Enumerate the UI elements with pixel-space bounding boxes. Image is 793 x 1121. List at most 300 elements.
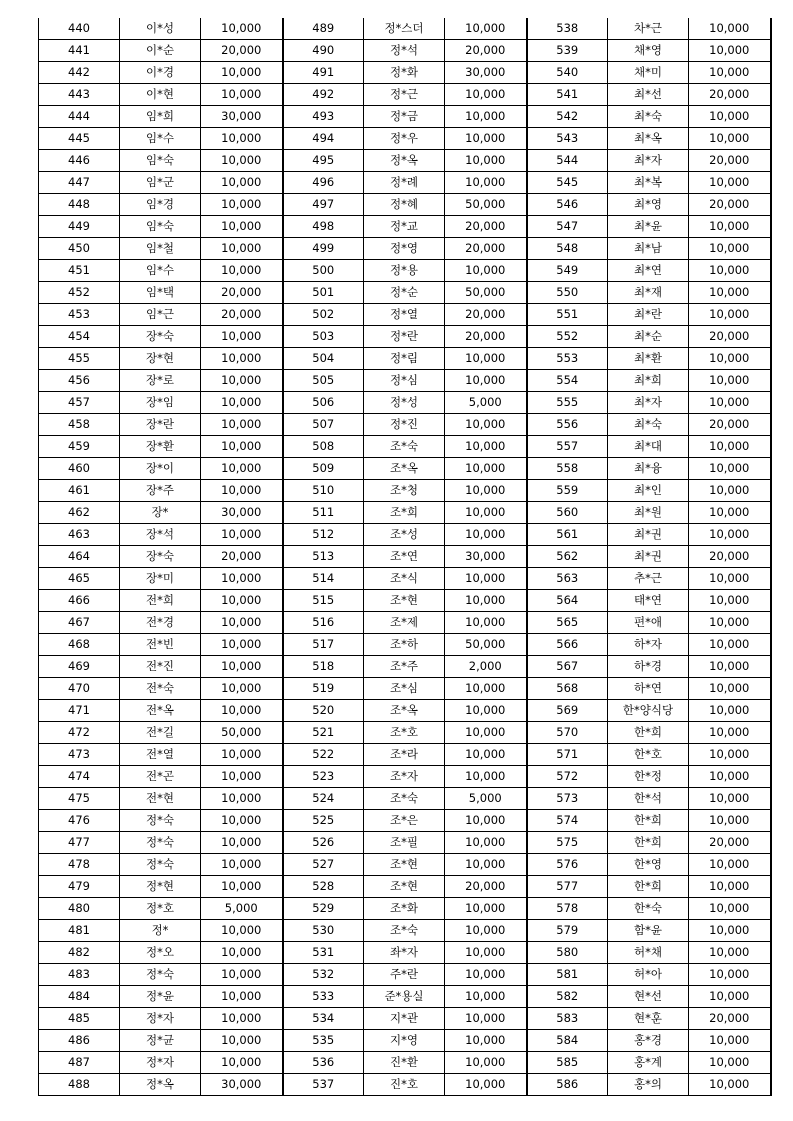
donor-name: 최*연 bbox=[608, 260, 689, 282]
donor-name: 채*영 bbox=[608, 40, 689, 62]
table-row bbox=[39, 810, 771, 832]
donor-name: 장*환 bbox=[120, 436, 201, 458]
donor-name: 조*화 bbox=[364, 898, 445, 920]
table-row bbox=[39, 436, 771, 458]
donor-number: 521 bbox=[283, 722, 364, 744]
table-row bbox=[39, 62, 771, 84]
donor-number: 534 bbox=[283, 1008, 364, 1030]
donor-name: 임*수 bbox=[120, 128, 201, 150]
donation-amount: 50,000 bbox=[201, 722, 283, 744]
donor-number: 545 bbox=[527, 172, 608, 194]
donation-amount: 10,000 bbox=[445, 1008, 527, 1030]
donor-name: 정*오 bbox=[120, 942, 201, 964]
donation-amount: 10,000 bbox=[201, 612, 283, 634]
donation-amount: 10,000 bbox=[201, 436, 283, 458]
donation-amount: 10,000 bbox=[201, 1030, 283, 1052]
donor-number: 564 bbox=[527, 590, 608, 612]
donation-amount: 50,000 bbox=[445, 282, 527, 304]
donation-amount: 10,000 bbox=[445, 810, 527, 832]
donor-name: 정*순 bbox=[364, 282, 445, 304]
table-row bbox=[39, 986, 771, 1008]
table-row bbox=[39, 1052, 771, 1074]
donor-number: 456 bbox=[39, 370, 120, 392]
donation-amount: 20,000 bbox=[201, 304, 283, 326]
donor-name: 전*현 bbox=[120, 788, 201, 810]
donation-amount: 10,000 bbox=[689, 436, 771, 458]
donor-name: 장*숙 bbox=[120, 546, 201, 568]
donor-name: 최*융 bbox=[608, 458, 689, 480]
donation-amount: 10,000 bbox=[689, 238, 771, 260]
donation-amount: 10,000 bbox=[689, 1030, 771, 1052]
donation-amount: 10,000 bbox=[201, 788, 283, 810]
donor-number: 569 bbox=[527, 700, 608, 722]
donor-name: 최*원 bbox=[608, 502, 689, 524]
donation-amount: 20,000 bbox=[689, 326, 771, 348]
donor-name: 정*윤 bbox=[120, 986, 201, 1008]
table-row bbox=[39, 458, 771, 480]
donor-number: 487 bbox=[39, 1052, 120, 1074]
donation-amount: 20,000 bbox=[689, 194, 771, 216]
donor-name: 조*하 bbox=[364, 634, 445, 656]
donor-number: 491 bbox=[283, 62, 364, 84]
donation-amount: 10,000 bbox=[689, 260, 771, 282]
donation-amount: 10,000 bbox=[689, 722, 771, 744]
table-row bbox=[39, 128, 771, 150]
donor-number: 497 bbox=[283, 194, 364, 216]
donor-number: 504 bbox=[283, 348, 364, 370]
donation-amount: 10,000 bbox=[201, 832, 283, 854]
donor-name: 조*라 bbox=[364, 744, 445, 766]
donation-amount: 10,000 bbox=[445, 744, 527, 766]
donor-name: 정*숙 bbox=[120, 964, 201, 986]
donor-number: 472 bbox=[39, 722, 120, 744]
donor-number: 505 bbox=[283, 370, 364, 392]
donor-number: 529 bbox=[283, 898, 364, 920]
donation-amount: 10,000 bbox=[445, 436, 527, 458]
donation-amount: 20,000 bbox=[689, 832, 771, 854]
donation-amount: 10,000 bbox=[201, 1052, 283, 1074]
donor-name: 임*군 bbox=[120, 172, 201, 194]
donor-number: 498 bbox=[283, 216, 364, 238]
donor-name: 이*순 bbox=[120, 40, 201, 62]
table-row bbox=[39, 832, 771, 854]
donor-number: 446 bbox=[39, 150, 120, 172]
donor-name: 최*란 bbox=[608, 304, 689, 326]
donor-number: 458 bbox=[39, 414, 120, 436]
donor-name: 정*심 bbox=[364, 370, 445, 392]
donation-amount: 5,000 bbox=[445, 392, 527, 414]
donor-name: 최*숙 bbox=[608, 414, 689, 436]
donation-amount: 10,000 bbox=[689, 634, 771, 656]
table-row bbox=[39, 106, 771, 128]
table-row bbox=[39, 634, 771, 656]
donor-name: 정*영 bbox=[364, 238, 445, 260]
donation-amount: 10,000 bbox=[689, 1052, 771, 1074]
donor-number: 516 bbox=[283, 612, 364, 634]
donation-amount: 10,000 bbox=[201, 238, 283, 260]
donor-name: 최*환 bbox=[608, 348, 689, 370]
donor-name: 최*남 bbox=[608, 238, 689, 260]
donor-name: 추*근 bbox=[608, 568, 689, 590]
donation-amount: 10,000 bbox=[201, 876, 283, 898]
donation-amount: 10,000 bbox=[201, 744, 283, 766]
donor-name: 현*훈 bbox=[608, 1008, 689, 1030]
donor-number: 503 bbox=[283, 326, 364, 348]
table-row bbox=[39, 744, 771, 766]
donation-amount: 10,000 bbox=[689, 502, 771, 524]
table-row bbox=[39, 84, 771, 106]
donation-amount: 10,000 bbox=[445, 414, 527, 436]
donor-number: 552 bbox=[527, 326, 608, 348]
donor-name: 한*희 bbox=[608, 722, 689, 744]
donation-amount: 10,000 bbox=[201, 568, 283, 590]
donor-number: 518 bbox=[283, 656, 364, 678]
donation-amount: 10,000 bbox=[201, 348, 283, 370]
donor-number: 573 bbox=[527, 788, 608, 810]
donation-amount: 50,000 bbox=[445, 634, 527, 656]
donation-amount: 10,000 bbox=[445, 370, 527, 392]
donor-name: 조*주 bbox=[364, 656, 445, 678]
donor-number: 443 bbox=[39, 84, 120, 106]
table-row bbox=[39, 898, 771, 920]
table-row bbox=[39, 766, 771, 788]
donation-amount: 20,000 bbox=[689, 414, 771, 436]
donation-amount: 20,000 bbox=[445, 40, 527, 62]
donation-amount: 10,000 bbox=[445, 700, 527, 722]
donor-number: 440 bbox=[39, 18, 120, 40]
table-row bbox=[39, 172, 771, 194]
donor-number: 484 bbox=[39, 986, 120, 1008]
donation-amount: 10,000 bbox=[201, 194, 283, 216]
donor-name: 최*선 bbox=[608, 84, 689, 106]
donor-number: 566 bbox=[527, 634, 608, 656]
table-row bbox=[39, 326, 771, 348]
donor-number: 543 bbox=[527, 128, 608, 150]
donation-amount: 10,000 bbox=[445, 1052, 527, 1074]
donor-number: 570 bbox=[527, 722, 608, 744]
donation-amount: 10,000 bbox=[689, 986, 771, 1008]
donor-number: 482 bbox=[39, 942, 120, 964]
donation-amount: 10,000 bbox=[689, 920, 771, 942]
donor-number: 549 bbox=[527, 260, 608, 282]
donation-amount: 10,000 bbox=[201, 942, 283, 964]
donation-amount: 20,000 bbox=[445, 876, 527, 898]
donation-amount: 10,000 bbox=[689, 128, 771, 150]
donor-name: 허*채 bbox=[608, 942, 689, 964]
donor-number: 445 bbox=[39, 128, 120, 150]
donor-number: 522 bbox=[283, 744, 364, 766]
donor-number: 583 bbox=[527, 1008, 608, 1030]
donor-name: 장*임 bbox=[120, 392, 201, 414]
donor-name: 최*권 bbox=[608, 546, 689, 568]
donation-amount: 10,000 bbox=[689, 590, 771, 612]
donor-name: 정*금 bbox=[364, 106, 445, 128]
donation-amount: 10,000 bbox=[201, 480, 283, 502]
donor-name: 정*혜 bbox=[364, 194, 445, 216]
donor-number: 490 bbox=[283, 40, 364, 62]
donor-number: 582 bbox=[527, 986, 608, 1008]
donor-number: 525 bbox=[283, 810, 364, 832]
donation-amount: 30,000 bbox=[445, 546, 527, 568]
donor-name: 한*호 bbox=[608, 744, 689, 766]
donor-number: 478 bbox=[39, 854, 120, 876]
donor-name: 최*숙 bbox=[608, 106, 689, 128]
donation-amount: 30,000 bbox=[445, 62, 527, 84]
donor-name: 정*숙 bbox=[120, 832, 201, 854]
donor-number: 441 bbox=[39, 40, 120, 62]
donation-amount: 10,000 bbox=[689, 304, 771, 326]
donation-amount: 10,000 bbox=[689, 766, 771, 788]
donor-name: 최*대 bbox=[608, 436, 689, 458]
donor-number: 496 bbox=[283, 172, 364, 194]
table-row bbox=[39, 260, 771, 282]
donor-number: 489 bbox=[283, 18, 364, 40]
donor-number: 512 bbox=[283, 524, 364, 546]
table-row bbox=[39, 304, 771, 326]
donor-name: 임*경 bbox=[120, 194, 201, 216]
donor-number: 452 bbox=[39, 282, 120, 304]
donation-amount: 10,000 bbox=[689, 40, 771, 62]
donor-number: 555 bbox=[527, 392, 608, 414]
donor-number: 447 bbox=[39, 172, 120, 194]
table-row bbox=[39, 876, 771, 898]
donor-number: 540 bbox=[527, 62, 608, 84]
donor-number: 571 bbox=[527, 744, 608, 766]
donor-number: 563 bbox=[527, 568, 608, 590]
donor-name: 최*옥 bbox=[608, 128, 689, 150]
donor-number: 463 bbox=[39, 524, 120, 546]
donor-number: 455 bbox=[39, 348, 120, 370]
donor-name: 차*근 bbox=[608, 18, 689, 40]
donation-amount: 50,000 bbox=[445, 194, 527, 216]
donor-name: 조*희 bbox=[364, 502, 445, 524]
donor-number: 523 bbox=[283, 766, 364, 788]
donation-amount: 20,000 bbox=[445, 304, 527, 326]
donor-name: 지*영 bbox=[364, 1030, 445, 1052]
donor-name: 조*숙 bbox=[364, 920, 445, 942]
donor-number: 474 bbox=[39, 766, 120, 788]
donor-number: 584 bbox=[527, 1030, 608, 1052]
donor-name: 장*란 bbox=[120, 414, 201, 436]
donor-name: 홍*의 bbox=[608, 1074, 689, 1096]
donor-number: 471 bbox=[39, 700, 120, 722]
donation-amount: 10,000 bbox=[201, 414, 283, 436]
donation-amount: 10,000 bbox=[201, 150, 283, 172]
donation-amount: 10,000 bbox=[201, 18, 283, 40]
donation-amount: 10,000 bbox=[445, 722, 527, 744]
donation-amount: 10,000 bbox=[201, 986, 283, 1008]
donor-number: 580 bbox=[527, 942, 608, 964]
donor-name: 편*애 bbox=[608, 612, 689, 634]
donor-number: 480 bbox=[39, 898, 120, 920]
donor-name: 홍*경 bbox=[608, 1030, 689, 1052]
donor-name: 정*성 bbox=[364, 392, 445, 414]
donor-number: 459 bbox=[39, 436, 120, 458]
donor-name: 조*호 bbox=[364, 722, 445, 744]
donor-number: 479 bbox=[39, 876, 120, 898]
donation-amount: 10,000 bbox=[445, 920, 527, 942]
donor-number: 453 bbox=[39, 304, 120, 326]
donor-number: 448 bbox=[39, 194, 120, 216]
donor-name: 전*빈 bbox=[120, 634, 201, 656]
donor-number: 494 bbox=[283, 128, 364, 150]
donor-name: 조*필 bbox=[364, 832, 445, 854]
donor-number: 468 bbox=[39, 634, 120, 656]
donation-amount: 10,000 bbox=[689, 810, 771, 832]
donor-name: 조*옥 bbox=[364, 458, 445, 480]
donation-amount: 10,000 bbox=[689, 1074, 771, 1096]
donor-name: 최*윤 bbox=[608, 216, 689, 238]
donor-table bbox=[38, 18, 772, 1096]
donor-name: 허*아 bbox=[608, 964, 689, 986]
donation-amount: 10,000 bbox=[201, 128, 283, 150]
donor-name: 한*영 bbox=[608, 854, 689, 876]
donor-name: 장*이 bbox=[120, 458, 201, 480]
donor-number: 499 bbox=[283, 238, 364, 260]
donation-amount: 10,000 bbox=[689, 744, 771, 766]
donor-number: 553 bbox=[527, 348, 608, 370]
table-row bbox=[39, 524, 771, 546]
donor-name: 조*현 bbox=[364, 854, 445, 876]
donation-amount: 10,000 bbox=[689, 700, 771, 722]
donation-amount: 10,000 bbox=[445, 568, 527, 590]
donation-amount: 10,000 bbox=[201, 700, 283, 722]
donor-number: 544 bbox=[527, 150, 608, 172]
donor-number: 556 bbox=[527, 414, 608, 436]
donor-name: 조*은 bbox=[364, 810, 445, 832]
donation-amount: 10,000 bbox=[689, 788, 771, 810]
donor-number: 508 bbox=[283, 436, 364, 458]
donor-number: 513 bbox=[283, 546, 364, 568]
donor-name: 정*용 bbox=[364, 260, 445, 282]
donation-amount: 10,000 bbox=[689, 392, 771, 414]
donation-amount: 20,000 bbox=[201, 546, 283, 568]
donor-name: 조*제 bbox=[364, 612, 445, 634]
donor-number: 537 bbox=[283, 1074, 364, 1096]
donor-number: 465 bbox=[39, 568, 120, 590]
donor-name: 이*현 bbox=[120, 84, 201, 106]
donor-number: 574 bbox=[527, 810, 608, 832]
donor-number: 449 bbox=[39, 216, 120, 238]
donor-number: 550 bbox=[527, 282, 608, 304]
donation-amount: 10,000 bbox=[201, 678, 283, 700]
donation-amount: 10,000 bbox=[445, 898, 527, 920]
donor-number: 527 bbox=[283, 854, 364, 876]
table-row bbox=[39, 18, 771, 40]
donor-name: 전*숙 bbox=[120, 678, 201, 700]
donor-name: 정*스더 bbox=[364, 18, 445, 40]
donor-name: 조*청 bbox=[364, 480, 445, 502]
donation-amount: 10,000 bbox=[689, 18, 771, 40]
donation-amount: 10,000 bbox=[201, 810, 283, 832]
donor-number: 535 bbox=[283, 1030, 364, 1052]
table-row bbox=[39, 348, 771, 370]
donor-list-sheet bbox=[38, 18, 771, 1096]
donor-name: 정*열 bbox=[364, 304, 445, 326]
donor-number: 539 bbox=[527, 40, 608, 62]
donor-number: 517 bbox=[283, 634, 364, 656]
donor-number: 565 bbox=[527, 612, 608, 634]
donation-amount: 10,000 bbox=[445, 766, 527, 788]
donor-number: 457 bbox=[39, 392, 120, 414]
donor-name: 하*연 bbox=[608, 678, 689, 700]
donor-number: 530 bbox=[283, 920, 364, 942]
donation-amount: 10,000 bbox=[201, 458, 283, 480]
donor-name: 최*자 bbox=[608, 150, 689, 172]
donor-number: 442 bbox=[39, 62, 120, 84]
donor-number: 572 bbox=[527, 766, 608, 788]
donor-number: 451 bbox=[39, 260, 120, 282]
donation-amount: 10,000 bbox=[689, 480, 771, 502]
donor-number: 577 bbox=[527, 876, 608, 898]
donor-name: 최*영 bbox=[608, 194, 689, 216]
donor-number: 454 bbox=[39, 326, 120, 348]
donor-number: 585 bbox=[527, 1052, 608, 1074]
donation-amount: 30,000 bbox=[201, 106, 283, 128]
donor-number: 536 bbox=[283, 1052, 364, 1074]
donor-name: 최*순 bbox=[608, 326, 689, 348]
donor-name: 한*희 bbox=[608, 832, 689, 854]
donor-number: 495 bbox=[283, 150, 364, 172]
donation-amount: 20,000 bbox=[445, 238, 527, 260]
table-row bbox=[39, 678, 771, 700]
table-row bbox=[39, 194, 771, 216]
donation-amount: 10,000 bbox=[689, 964, 771, 986]
table-row bbox=[39, 40, 771, 62]
donation-amount: 10,000 bbox=[445, 150, 527, 172]
donor-number: 579 bbox=[527, 920, 608, 942]
donation-amount: 10,000 bbox=[201, 590, 283, 612]
table-row bbox=[39, 282, 771, 304]
donor-number: 586 bbox=[527, 1074, 608, 1096]
donation-amount: 20,000 bbox=[689, 84, 771, 106]
donor-name: 조*자 bbox=[364, 766, 445, 788]
donor-name: 한*석 bbox=[608, 788, 689, 810]
donor-name: 하*경 bbox=[608, 656, 689, 678]
table-row bbox=[39, 502, 771, 524]
donor-name: 정*례 bbox=[364, 172, 445, 194]
donor-name: 전*경 bbox=[120, 612, 201, 634]
donor-name: 정*자 bbox=[120, 1052, 201, 1074]
donor-name: 정*림 bbox=[364, 348, 445, 370]
donation-amount: 10,000 bbox=[201, 1008, 283, 1030]
donor-name: 최*복 bbox=[608, 172, 689, 194]
donor-name: 전*옥 bbox=[120, 700, 201, 722]
donor-name: 정*진 bbox=[364, 414, 445, 436]
donor-name: 현*선 bbox=[608, 986, 689, 1008]
table-row bbox=[39, 920, 771, 942]
donor-name: 임*숙 bbox=[120, 150, 201, 172]
donation-amount: 10,000 bbox=[689, 898, 771, 920]
donor-number: 462 bbox=[39, 502, 120, 524]
donation-amount: 2,000 bbox=[445, 656, 527, 678]
donor-name: 장*숙 bbox=[120, 326, 201, 348]
donation-amount: 20,000 bbox=[445, 216, 527, 238]
donor-name: 최*인 bbox=[608, 480, 689, 502]
donor-name: 장*석 bbox=[120, 524, 201, 546]
donation-amount: 10,000 bbox=[445, 854, 527, 876]
donor-name: 최*희 bbox=[608, 370, 689, 392]
donation-amount: 20,000 bbox=[689, 1008, 771, 1030]
donor-number: 509 bbox=[283, 458, 364, 480]
donor-name: 정*균 bbox=[120, 1030, 201, 1052]
donation-amount: 10,000 bbox=[445, 18, 527, 40]
table-row bbox=[39, 150, 771, 172]
donation-amount: 10,000 bbox=[201, 766, 283, 788]
table-row bbox=[39, 942, 771, 964]
donor-name: 정*근 bbox=[364, 84, 445, 106]
donor-name: 진*환 bbox=[364, 1052, 445, 1074]
